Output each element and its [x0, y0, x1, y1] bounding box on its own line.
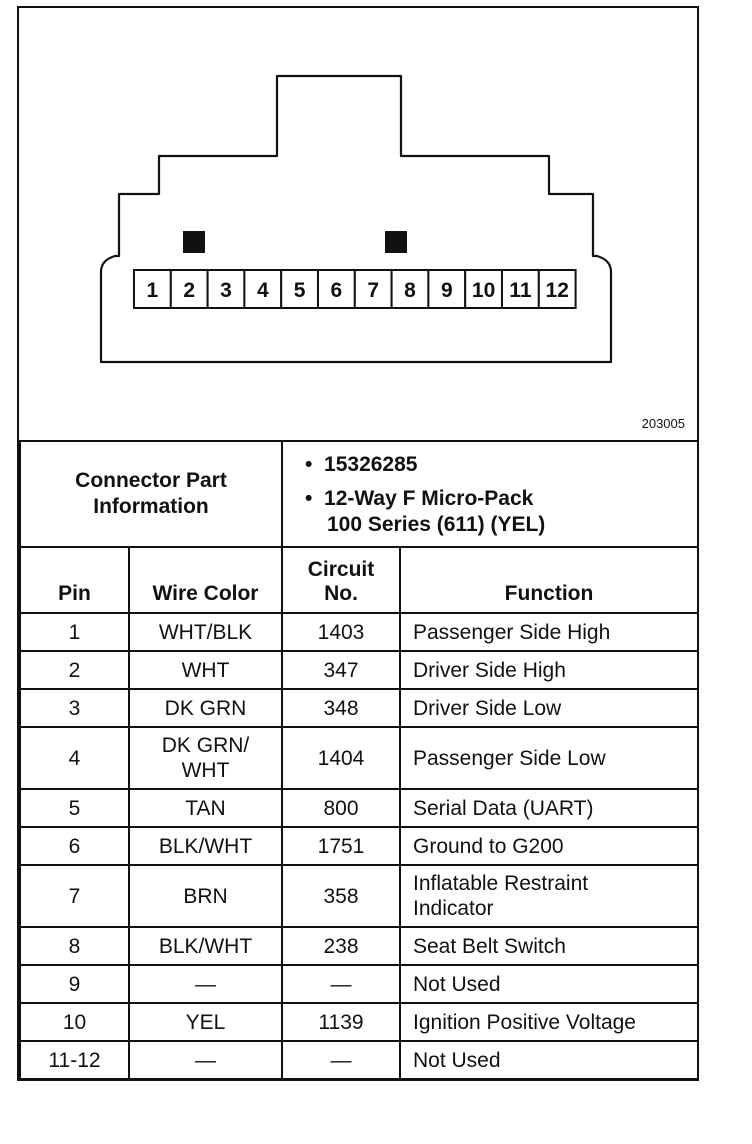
pin-cell — [20, 1003, 129, 1041]
part-info-row — [20, 441, 698, 547]
connector-pinout-table — [19, 440, 699, 1080]
function-cell — [400, 727, 698, 789]
wire-color-cell-text: BRN — [183, 884, 228, 908]
function-cell-text: Serial Data (UART) — [413, 796, 594, 820]
pin-cell — [20, 651, 129, 689]
table-row — [20, 965, 698, 1003]
pin-cell-text: 8 — [68, 934, 81, 958]
circuit-cell — [282, 689, 400, 727]
circuit-cell — [282, 865, 400, 927]
connector-diagram — [19, 8, 697, 440]
circuit-cell — [282, 1041, 400, 1079]
table-row — [20, 613, 698, 651]
wire-color-cell-text: DK GRN — [164, 696, 247, 720]
pin-number-6: 6 — [330, 279, 343, 302]
function-cell — [400, 1003, 698, 1041]
wire-color-cell — [129, 789, 282, 827]
part-description-item: • 12-Way F Micro-Pack 100 Series (611) (YEL) — [305, 487, 546, 536]
function-cell-text: Ground to G200 — [413, 834, 564, 858]
circuit-cell — [282, 613, 400, 651]
table-row — [20, 727, 698, 789]
circuit-cell — [282, 827, 400, 865]
part-info-label-line1: Connector Part — [75, 469, 227, 492]
function-cell-text: Not Used — [413, 972, 501, 996]
figure-id: 203005 — [641, 416, 685, 431]
wire-color-cell — [129, 613, 282, 651]
wire-color-cell-text: WHT — [181, 759, 230, 782]
circuit-cell-text: — — [330, 1048, 352, 1072]
table-row — [20, 789, 698, 827]
wire-color-cell-text: TAN — [185, 796, 226, 820]
table-row — [20, 689, 698, 727]
circuit-cell — [282, 727, 400, 789]
circuit-cell-text: 358 — [323, 884, 359, 908]
table-row — [20, 651, 698, 689]
part-number-item: • 15326285 — [305, 453, 418, 476]
connector-housing — [101, 76, 611, 362]
pin-number-12: 12 — [545, 279, 569, 302]
function-cell — [400, 789, 698, 827]
wire-color-cell-text: — — [195, 972, 216, 996]
pin-cell-text: 11-12 — [48, 1048, 101, 1072]
circuit-cell — [282, 1003, 400, 1041]
part-number: 15326285 — [324, 453, 418, 476]
wire-color-cell — [129, 1003, 282, 1041]
table-row — [20, 927, 698, 965]
pin-cell — [20, 865, 129, 927]
pin-cell-text: 2 — [68, 658, 81, 682]
pin-number-2: 2 — [183, 279, 196, 302]
pin-number-10: 10 — [471, 279, 496, 302]
table-row — [20, 865, 698, 927]
pinout-rows — [20, 613, 698, 1079]
pin-cell-text: 1 — [68, 620, 81, 644]
locking-tab-right — [385, 231, 407, 253]
circuit-header-line2: No. — [324, 582, 358, 605]
function-cell-text: Ignition Positive Voltage — [413, 1010, 636, 1034]
pin-cavity-row — [134, 270, 576, 308]
function-cell — [400, 927, 698, 965]
circuit-cell-text: 1139 — [318, 1010, 364, 1034]
wire-color-cell — [129, 865, 282, 927]
function-cell — [400, 865, 698, 927]
function-cell — [400, 651, 698, 689]
function-cell — [400, 1041, 698, 1079]
wire-color-cell — [129, 927, 282, 965]
pin-header: Pin — [20, 547, 129, 613]
pin-cell — [20, 965, 129, 1003]
function-cell — [400, 689, 698, 727]
function-cell-text: Passenger Side Low — [413, 746, 606, 770]
circuit-cell — [282, 927, 400, 965]
pin-cell — [20, 827, 129, 865]
pin-number-9: 9 — [440, 279, 453, 302]
pin-cell-text: 9 — [68, 972, 81, 996]
wire-color-cell — [129, 965, 282, 1003]
function-cell — [400, 965, 698, 1003]
wire-color-cell-text: BLK/WHT — [158, 934, 253, 958]
circuit-cell-text: 238 — [323, 934, 359, 958]
pin-cell-text: 4 — [68, 746, 81, 770]
table-row — [20, 1003, 698, 1041]
function-cell-text: Passenger Side High — [413, 620, 611, 644]
function-cell-text: Driver Side Low — [413, 696, 562, 720]
function-cell-text: Not Used — [413, 1048, 501, 1072]
circuit-cell-text: 800 — [323, 796, 359, 820]
pin-cell-text: 10 — [62, 1010, 87, 1034]
connector-end-view-chart — [17, 6, 699, 1081]
circuit-cell-text: 1403 — [317, 620, 365, 644]
pin-cell — [20, 613, 129, 651]
pin-cell — [20, 727, 129, 789]
pin-cell — [20, 927, 129, 965]
pin-cell-text: 3 — [68, 696, 81, 720]
circuit-cell-text: 348 — [323, 696, 359, 720]
wire-color-cell-text: DK GRN/ — [161, 734, 250, 757]
function-cell-text: Driver Side High — [413, 658, 566, 682]
table-header-row — [20, 547, 698, 613]
part-info-label — [20, 441, 282, 547]
function-header: Function — [400, 547, 698, 613]
wire-color-cell — [129, 651, 282, 689]
pin-number-4: 4 — [256, 279, 269, 302]
wire-color-cell — [129, 1041, 282, 1079]
circuit-header-line1: Circuit — [307, 558, 375, 581]
pin-number-5: 5 — [293, 279, 306, 302]
pin-cell-text: 7 — [68, 884, 81, 908]
wire-color-cell — [129, 827, 282, 865]
table-row — [20, 827, 698, 865]
pin-number-11: 11 — [509, 279, 532, 302]
circuit-header — [282, 547, 400, 613]
wire-color-cell-text: BLK/WHT — [158, 834, 253, 858]
function-cell-text: Seat Belt Switch — [413, 934, 566, 958]
circuit-cell-text: 1751 — [317, 834, 365, 858]
wire-color-header: Wire Color — [129, 547, 282, 613]
pin-cell-text: 5 — [68, 796, 81, 820]
circuit-cell — [282, 651, 400, 689]
part-info-details — [282, 441, 698, 547]
pin-number-3: 3 — [220, 279, 232, 302]
wire-color-cell-text: WHT — [181, 658, 230, 682]
wire-color-cell — [129, 727, 282, 789]
pin-cell — [20, 689, 129, 727]
part-description-line2: 100 Series (611) (YEL) — [327, 513, 546, 536]
circuit-cell-text: 347 — [323, 658, 359, 682]
circuit-cell-text: 1404 — [317, 746, 365, 770]
locking-tab-left — [183, 231, 205, 253]
wire-color-cell-text: YEL — [185, 1010, 226, 1034]
pin-cell — [20, 1041, 129, 1079]
function-cell-text: Inflatable Restraint — [413, 872, 589, 895]
wire-color-cell — [129, 689, 282, 727]
pin-cell-text: 6 — [68, 834, 81, 858]
circuit-cell — [282, 965, 400, 1003]
pin-number-8: 8 — [404, 279, 416, 302]
wire-color-cell-text: WHT/BLK — [158, 620, 253, 644]
part-info-label-line2: Information — [93, 495, 209, 518]
pin-cell — [20, 789, 129, 827]
circuit-cell-text: — — [330, 972, 352, 996]
table-row — [20, 1041, 698, 1079]
pin-number-7: 7 — [367, 279, 380, 302]
wire-color-cell-text: — — [195, 1048, 216, 1072]
function-cell — [400, 613, 698, 651]
function-cell-text: Indicator — [413, 897, 494, 920]
function-cell — [400, 827, 698, 865]
pin-number-1: 1 — [146, 279, 159, 302]
part-description-line1: 12-Way F Micro-Pack — [324, 487, 534, 510]
circuit-cell — [282, 789, 400, 827]
